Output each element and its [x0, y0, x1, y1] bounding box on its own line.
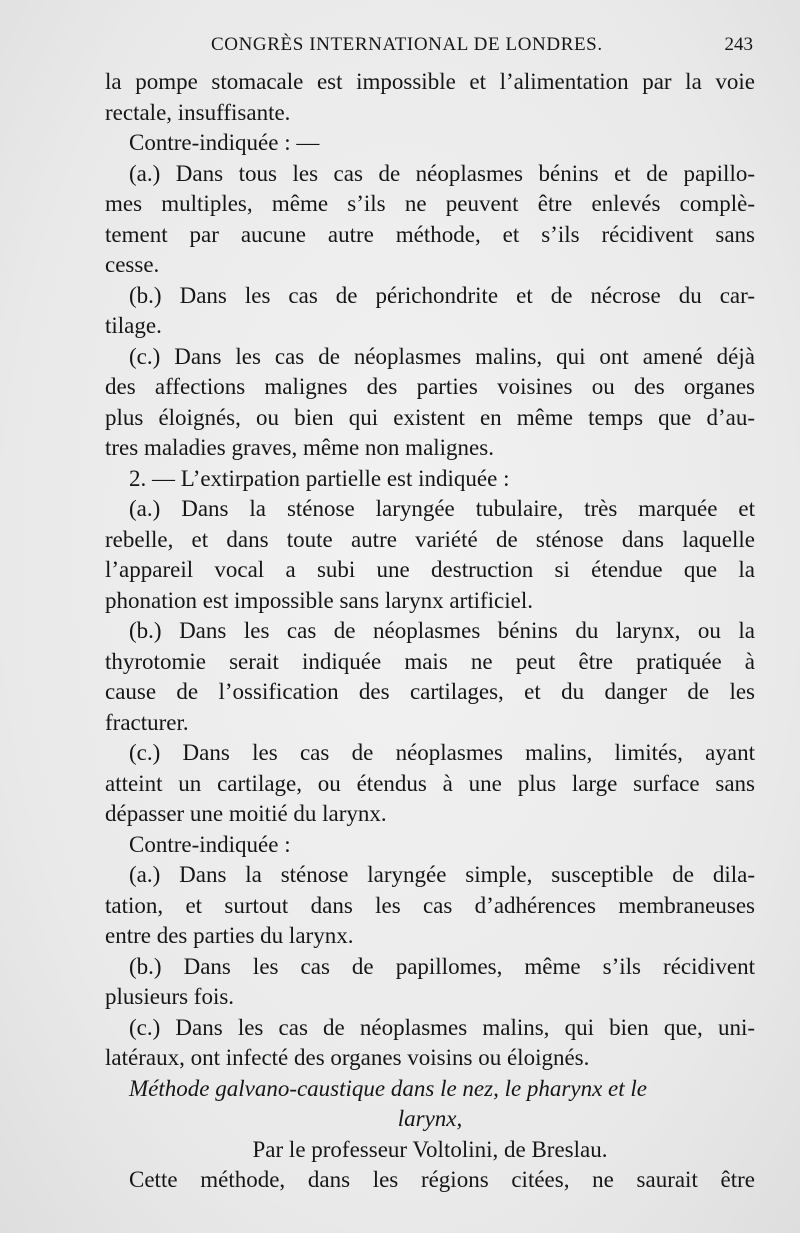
text-line: thyrotomie serait indiquée mais ne peut être pratiquée à	[105, 648, 755, 674]
text-line: rebelle, et dans toute autre variété de sténose dans laquelle	[105, 526, 755, 552]
running-head: CONGRÈS INTERNATIONAL DE LONDRES.	[211, 34, 603, 55]
text-line: plusieurs fois.	[105, 984, 235, 1009]
text-line: l’appareil vocal a subi une destruction si étendue que la	[105, 557, 755, 582]
text-line: la pompe stomacale est impossible et l’alimentation par la voie	[105, 69, 755, 94]
text-line: plus éloignés, ou bien qui existent en même temps que d’au-	[105, 404, 755, 430]
text-line: tement par aucune autre méthode, et s’ils récidivent sans	[105, 221, 755, 247]
page-number: 243	[724, 34, 753, 55]
text-line: tation, et surtout dans les cas d’adhérences membraneuses	[105, 892, 755, 918]
text-line: (c.) Dans les cas de néoplasmes malins, qui ont amené déjà	[129, 343, 755, 369]
author-line: Par le professeur Voltolini, de Breslau.	[252, 1136, 608, 1162]
text-line: latéraux, ont infecté des organes voisins ou éloignés.	[105, 1045, 590, 1070]
text-line: (b.) Dans les cas de périchondrite et de nécrose du car-	[129, 282, 755, 308]
text-line: cesse.	[105, 252, 160, 277]
text-line: fracturer.	[105, 709, 189, 735]
text-line: rectale, insuffisante.	[105, 99, 291, 125]
text-line: atteint un cartilage, ou étendus à une plus large surface sans	[105, 770, 755, 796]
section-heading: 2. — L’extirpation partielle est indiquée :	[129, 465, 510, 491]
page-header	[105, 34, 755, 62]
text-line: (b.) Dans les cas de néoplasmes bénins du larynx, ou la	[129, 618, 755, 643]
text-line: mes multiples, même s’ils ne peuvent être enlevés complè-	[105, 191, 755, 216]
text-line: cause de l’ossification des cartilages, et du danger de les	[105, 679, 755, 704]
section-title: Méthode galvano-caustique dans le nez, le pharynx et le	[129, 1075, 647, 1101]
text-line: (b.) Dans les cas de papillomes, même s’ils récidivent	[129, 953, 755, 979]
text-line: dépasser une moitié du larynx.	[105, 801, 387, 826]
text-line: (a.) Dans tous les cas de néoplasmes bénins et de papillo-	[129, 160, 755, 186]
text-line: (c.) Dans les cas de néoplasmes malins, qui bien que, uni-	[129, 1014, 755, 1040]
text-line: tilage.	[105, 313, 162, 338]
section-title-continued: larynx,	[397, 1106, 463, 1131]
text-line: tres maladies graves, même non malignes.	[105, 435, 494, 460]
text-line: Contre-indiquée : —	[129, 130, 320, 155]
text-line: des affections malignes des parties voisines ou des organes	[105, 374, 755, 399]
body-text	[105, 67, 755, 1196]
text-line: (a.) Dans la sténose laryngée tubulaire, très marquée et	[129, 496, 755, 521]
text-line: Cette méthode, dans les régions citées, ne saurait être	[129, 1167, 755, 1192]
text-line: Contre-indiquée :	[129, 831, 291, 857]
text-line: phonation est impossible sans larynx artificiel.	[105, 587, 533, 613]
text-line: entre des parties du larynx.	[105, 923, 354, 948]
text-line: (c.) Dans les cas de néoplasmes malins, limités, ayant	[129, 740, 755, 765]
text-line: (a.) Dans la sténose laryngée simple, susceptible de dila-	[129, 862, 755, 887]
